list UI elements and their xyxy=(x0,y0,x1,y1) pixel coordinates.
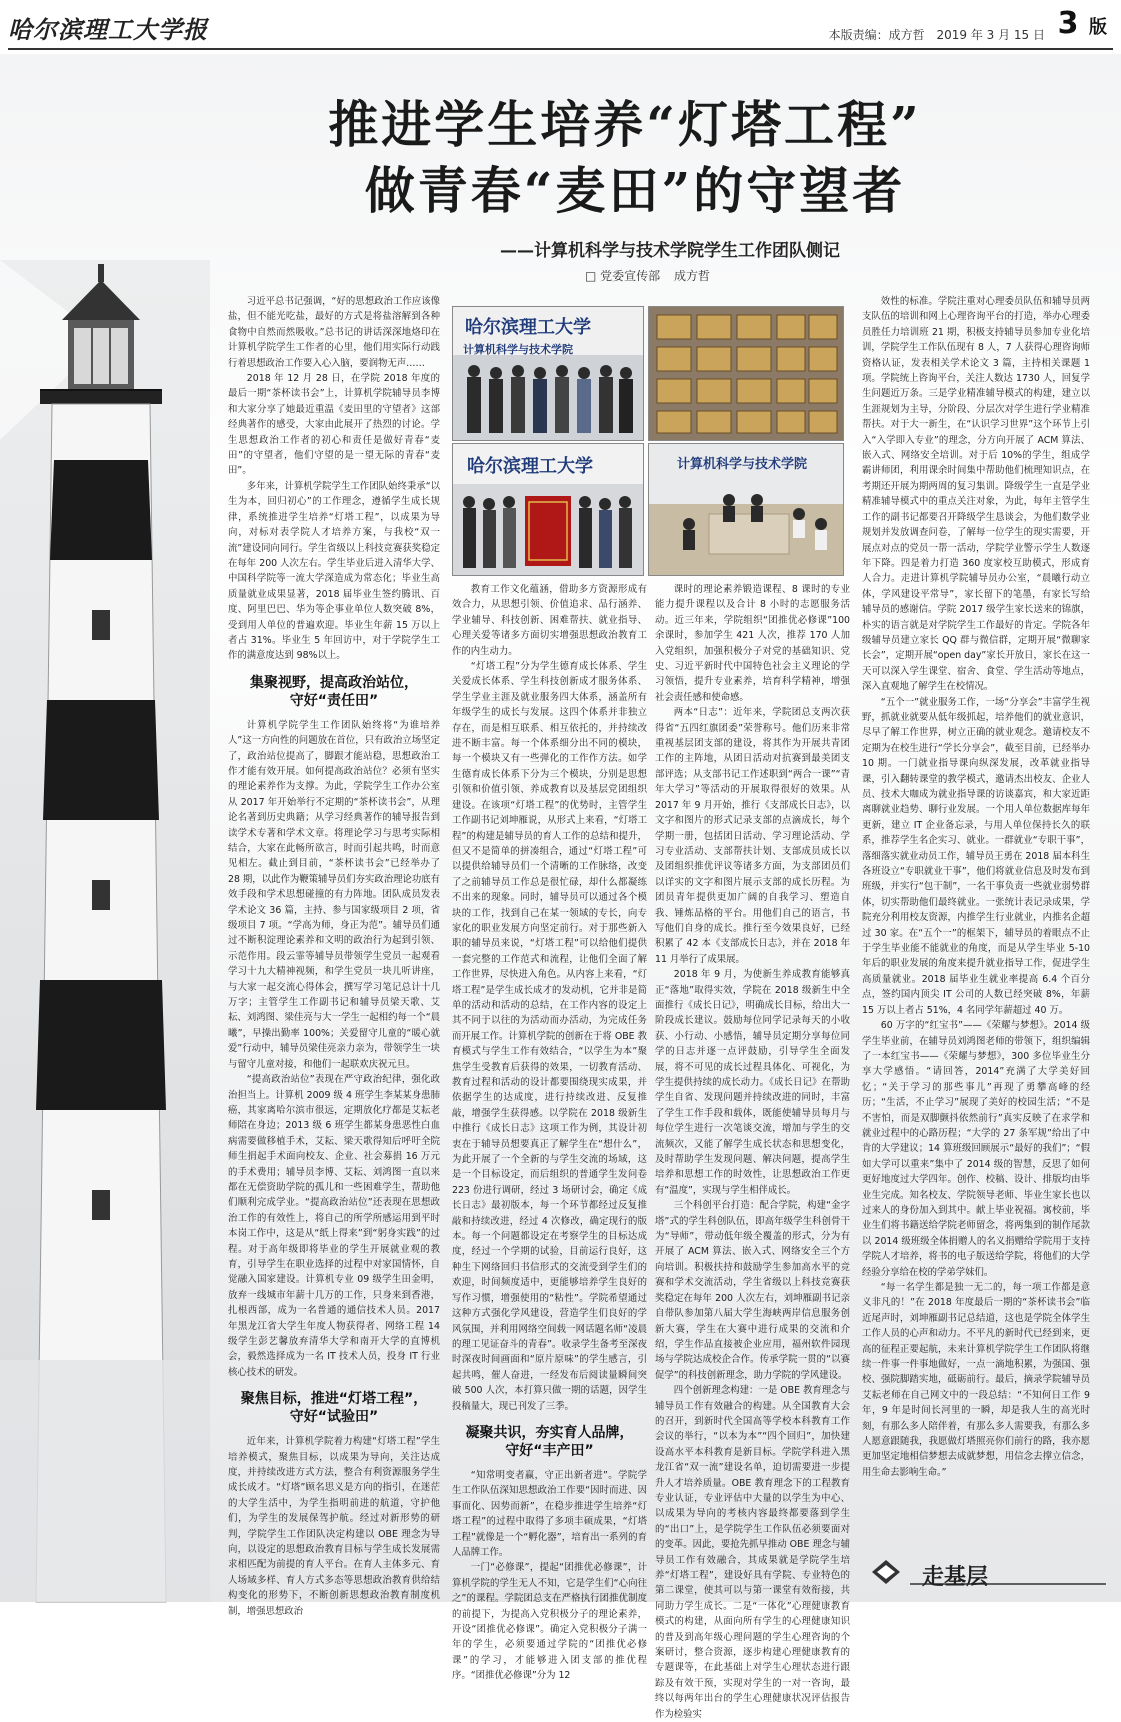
col4-paragraph-1: 效性的标准。学院注重对心理委员队伍和辅导员两支队伍的培训和网上心理咨询平台的打造，举办心理委员胜任力培训班 21 期，积极支持辅导员参加专业化培训，学院学生工作队伍现有 8 人，7 人获得心理咨询师资格认证，发表相关学术论文 3 篇，主持相关课题 1 项。学院统上咨询平台，关注人数达 1730 人，回复学生问题近万条。三是学业精准辅导模式的构建，建立以生涯规划为主导，分阶段、分层次对学生进行学业精准帮扶。对于大一新生，在“认识学习世界”这个环节上引入“入学即入专业”的理念，分方向开展了 ACM 算法、嵌入式、网络安全培训。对于后 10%的学生，组成学霸讲师团，利用课余时间集中帮助他们梳理知识点，在考期还开展为期两周的复习集训。降级学生一直是学业精准辅导模式中的重点关注对象，为此，每年主管学生工作的副书记都要召开降级学生恳谈会，为他们数学业规划并发放调查问卷，了解每一位学生的现实需要，开展点对点的党员一帮一活动，学院学业警示学生人数逐年下降。四是着力打造 360 度家校互助模式，形成育人合力。走进计算机学院辅导员办公室，“晨曦行动立体，学风建设平常导”，家长留下的笔墨，有家长写给辅导员的感谢信。学院 2017 级学生家长送来的锦旗，朴实的语言就是对学院学生工作最好的肯定。学院各年级辅导员建立家长 QQ 群与微信群，定期开展“微聊家长会”，定期开展“open day”家长开放日，家长在这一天可以深入学生课堂、宿舍、食堂、学生活动等地点，深入直观地了解学生在校情况。 xyxy=(862,296,1090,693)
col2-paragraph-4: 一门“必修课”，提起“团推优必修课”，计算机学院的学生无人不知，它是学生们“心向往之”的课程。学院团总支在严格执行团推优制度的前提下，为提高入党积极分子的理论素养，开设“团推优必修课”。确定入党积极分子满一年的学生，必须要通过学院的“团推优必修课”的学习，才能够进入团支部的推优程序。“团推优必修课”分为 12 xyxy=(452,1562,647,1682)
col1-paragraph-2: 2018 年 12 月 28 日，在学院 2018 年度的最后一期“茶杯读书会”上，计算机学院辅导员李博和大家分享了她最近重温《麦田里的守望者》这部经典著作的感受，大家由此展开了热烈的讨论。学生思想政治工作者的初心和责任是做好青春“麦田”的守望者，他们守望的是一望无际的青春“麦田”。 xyxy=(228,373,440,477)
page-number-unit: 版 xyxy=(1089,17,1107,38)
page-header xyxy=(0,0,1121,50)
col4-paragraph-2: “五个一”就业服务工作，一场“分享会”丰富学生视野，抓就业就要从低年级抓起，培养他们的就业意识，尽早了解工作世界，树立正确的就业观念。邀请校友不定期为在校生进行“学长分享会”，截至目前，已经举办 10 期。一门就业指导课向纵深发展，改革就业指导课，引入翻转课堂的教学模式，邀请杰出校友、企业人员、技术大咖成为就业指导课的访谈嘉宾，和大家近距离聊就业趋势、聊行业发展。一个用人单位数据库每年更新，建立 IT 企业备忘录，与用人单位保持长久的联系，推荐学生名企实习、就业。一群就业“专职干事”，落细落实就业动员工作，辅导员王勇在 2018 届本科生各班设立“专职就业干事”，他们将就业信息及时发布到班级，并实行“包干制”，一名干事负责一些就业弱势群体，切实帮助他们最终就业。一张统计表记录成果，学院充分利用校友资源，内推学生行业就业，内推名企超过 30 家。在“五个一”的框架下，辅导员的着眼点不止于学生毕业能不能就业的角度，而是从学生毕业 5-10 年后的职业发展的角度来提升就业指导工作，促进学生高质量就业。2018 届毕业生就业率提高 6.4 个百分点，签约国内顶尖 IT 公司的人数已经突破 8%，年薪 15 万以上者占 51%，4 名同学年薪超过 40 万。 xyxy=(862,696,1090,1016)
photo3-sign: 哈尔滨理工大学 xyxy=(467,456,593,477)
col3-paragraph-4: 三个科创平台打造：配合学院，构建“金字塔”式的学生科创队伍，即高年级学生科创骨干为“导师”，带动低年级全覆盖的形式，分为有开展了 ACM 算法、嵌入式、网络安全三个方向培训。积极扶持和鼓励学生参加高水平的竞赛和学术交流活动，学生省级以上科技竞赛获奖稳定在每年 200 人次左右，刘坤雁副书记亲自带队参加第八届大学生海峡两岸信息服务创新大赛，学生在大赛中进行成果的交流和介绍，学生作品直接被企业应用，福州软件园现场与学院达成校企合作。传承学院一贯的“以赛促学”的科技创新理念，助力学院的学风建设。 xyxy=(655,1200,850,1381)
col2-paragraph-2: “灯塔工程”分为学生德育成长体系、学生关爱成长体系、学生科技创新成才服务体系、学生学业主涯及就业服务四大体系，涵盖所有年级学生的成长与发展。这四个体系并非独立存在，而是相互联系、相互依托的，并持续改进不断丰富。每一个体系细分出不同的模块，每一个模块又有一些弹化的工作作方法。如学生德育成长体系下分为三个模块，分别是思想引领和价值引领、养成教育以及基层党团组织建设。在该项“灯塔工程”的优势时，主管学生工作副书记刘坤雁说，从形式上来看，“灯塔工程”的构建是辅导员的育人工作的总结和提升，但又不是简单的拼凑组合，通过“灯塔工程”可以提供给辅导员们一个清晰的工作脉络，改变了之前辅导员工作总是很忙碌，却什么都凝练不出来的现象。同时，辅导员可以通过各个模块的工作，找到自己在某一领域的专长，向专家化的职业发展方向坚定前行。对于那些新入职的辅导员来说，“灯塔工程”可以给他们提供一套完整的工作范式和流程，让他们全面了解工作世界，尽快进入角色。从内容上来看，“灯塔工程”是学生成长成才的发动机，它并非是简单的活动和活动的总结，在工作内容的设定上其不同于以往的为活动而办活动，为完成任务而开展工作。计算机学院的创新在于将 OBE 教育模式与学生工作有效结合，“以学生为本”聚焦学生受教育后获得的效果，一切教育活动、教育过程和活动的设计都要围绕现实成果，并依据学生的达成度，进行持续改进、反复推敲，增强学生获得感。以学院在 2018 级新生中推行《成长日志》这项工作为例，其设计初衷在于辅导员想要真正了解学生在“想什么”，为此开展了一个全新的与学生交流的场域，这是一个目标设定，而后组织的普通学生发问卷 223 份进行调研，经过 3 场研讨会，确定《成长日志》最初版本，每一个环节都经过反复推敲和持续改进，经过 4 次修改，确定现行的版本。每一个问题都设定在考察学生的目标达成度，经过一个学期的试验，目前运行良好，这种生下网络回归书信形式的交流受到学生们的欢迎，时间频度适中，更能够培养学生良好的写作习惯，增强使用的“粘性”。学院希望通过这种方式强化学风建设，营造学生们良好的学风氛围，并利用网络空间载一网话题名师“凌晨的理工见证奋斗的青春”。收录学生备考至深夜时深夜时间画面和“原片原味”的学生感言，引起共鸣，催人奋进，一经发布后阅读量瞬间突破 500 人次，本打算只做一期的话题，因学生投稿量大，现已刊发了三季。 xyxy=(452,661,647,1412)
photo-collage xyxy=(452,306,842,574)
col4-paragraph-4: “每一名学生都是独一无二的，每一项工作都是意义非凡的！”在 2018 年度最后一期的“茶杯读书会”临近尾声时，刘坤雁副书记总结道，这也是学院全体学生工作人员的心声和动力。不平凡的新时代已经到来，更高的征程正要起航，未来计算机学院学生工作团队将继续一件事一件事地做好，一点一滴地积累，为强国、强校、强院脚踏实地，砥砺前行。最后，摘录学院辅导员艾耘老师在自己网文中的一段总结：“不知何日工作 9 年，9 年是时间长河里的一瞬，却是我人生的高光时刻，有那么多人陪伴着，有那么多人需要我，有那么多人愿意跟随我，我愿做灯塔照亮你们前行的路，我亦愿更加坚定地相信梦想去成就梦想，用信念去撑立信念，用生命去影响生命。” xyxy=(862,1282,1090,1478)
section-tag-label: 走基层 xyxy=(922,1565,989,1590)
photo-team-group xyxy=(452,306,644,441)
col1-paragraph-4: 计算机学院学生工作团队始终将“为谁培养人”这一方向性的问题放在首位，只有政治立场坚定了，政治站位提高了，脚跟才能站稳，思想政治工作才能有效开展。如何提高政治站位？必须有坚实的理论素养作为支撑。为此，学院学生工作办公室从 2017 年开始举行不定期的“茶杯读书会”，从理论名著到历史典籍；从学习经典著作的辅导报告到读学术专著和学术文章。将理论学习与思考实际相结合，大家在此畅所欲言，时而引起共鸣，时而意见相左。截止到目前，“茶杯读书会”已经举办了 28 期，以此作为鞭策辅导员们夯实政治理论功底有效手段和学术思想碰撞的有力阵地。团队成员发表学术论文 36 篇，主持、参与国家级项目 2 项，省级项目 7 项。“学高为师，身正为范”。辅导员们通过不断积淀理论素养和文明的政治行为起到引领、示范作用。段云霏等辅导员带领学生党员一起观看学习十九大精神视频，和学生党员一块儿听讲座，与大家一起交流心得体会，撰写学习笔记总计十几万字；主管学生工作副书记和辅导员梁天歌、艾耘、刘鸿图、梁佳亮与大一学生一起相约每一个“晨曦”，早操出勤率 100%；关爱留守儿童的“暖心就爱”行动中，辅导员梁佳亮亲力亲为，带领学生一块与留守儿童对接，和他们一起联欢庆祝元旦。 xyxy=(228,719,440,1070)
photo-award-wall xyxy=(648,306,844,441)
col2-paragraph-1: 教育工作文化蕴涵，借助多方资源形成有效合力，从思想引领、价值追求、品行涵养、学业辅导、科技创新、困难帮扶、就业指导、心理关爱等诸多方面切实增强思想政治教育工作的内生动力。 xyxy=(452,584,647,657)
newspaper-masthead: 哈尔滨理工大学报 xyxy=(8,15,208,44)
page-number-digit: 3 xyxy=(1057,6,1079,41)
section-heading-1: 集聚视野，提高政治站位， 守好“责任田” xyxy=(250,674,418,709)
article-column-1 xyxy=(228,294,440,1617)
lighthouse-illustration xyxy=(0,260,210,1602)
article-column-3 xyxy=(655,582,850,1720)
photo1-sign-line1: 哈尔滨理工大学 xyxy=(465,317,591,338)
editor-credit: 本版责编：成方哲 xyxy=(828,28,925,42)
col4-paragraph-3: 60 万字的“红宝书”——《荣耀与梦想》。2014 级学生毕业前，在辅导员刘鸿图老师的带领下，组织编辑了一本红宝书——《荣耀与梦想》，300 多位毕业生分享大学感悟。“请回答，2014”充满了大学美好回忆；“关于学习的那些事儿”再现了勇攀高峰的经历；“生活，不止学习”展现了美好的校园生活；“不是不害怕，而是双脚颤抖依然前行”真实反映了在求学和就业过程中的心路历程；“大学的 27 条军规”给出了中肯的大学建议；14 算班级回顾展示“最好的我们”；“假如大学可以重来”集中了 2014 级的智慧，反思了如何更好地度过大学四年。创作、校稿、设计、排版均由毕业生完成。知名校友、学院领导老师、毕业生家长也以过来人的身份加入到其中。献上毕业祝福。寓校前，毕业生们将书籍送给学院老师留念，将两集到的制作尾款以 2014 级班级全体捐赠人的名义捐赠给学院用于支持学院人才培养，将书的电子版送给学院，将他们的大学经验分享给在校的学弟学妹们。 xyxy=(862,1020,1090,1278)
section-heading-3: 凝聚共识，夯实育人品牌， 守好“丰产田” xyxy=(465,1424,634,1459)
edition-info xyxy=(821,26,1045,43)
article-column-2 xyxy=(452,582,647,1682)
article-column-4 xyxy=(862,294,1090,1544)
col3-paragraph-3: 2018 年 9 月，为使新生养成教育能够真正“落地”取得实效，学院在 2018 级新生中全面推行《成长日记》，明确成长目标，给出大一阶段成长建议。鼓励每位同学记录每天的小收获、小行动、小感悟，辅导员定期分享每位同学的日志并逐一点评鼓励，引导学生全面发展，将不可见的成长过程具体化、可视化，为学生提供持续的成长动力。《成长日记》在帮助学生自省、发现问题并持续改进的同时，丰富了学生工作手段和载体，既能使辅导员每月与每位学生进行一次笔谈交流，增加与学生的交流频次，又能了解学生成长状态和思想变化，及时帮助学生发现问题、解决问题，提高学生培养和思想工作的时效性，让思想政治工作更有“温度”，实现与学生相伴成长。 xyxy=(655,969,850,1196)
col1-paragraph-3: 多年来，计算机学院学生工作团队始终秉承“以生为本，回归初心”的工作理念，遵循学生成长规律，系统推进学生培养“灯塔工程”，以成果为导向，对标对表学院人才培养方案，与我校“双一流”建设同向同行。学生省级以上科技竞赛获奖稳定在每年 200 人次左右。学生毕业后进入清华大学、中国科学院等一流大学深造成为常态化；毕业生高质量就业成果显著，2018 届毕业生签约腾讯、百度、阿里巴巴、华为等企事业单位人数突破 8%，受到用人单位的普遍欢迎。毕业生年薪 15 万以上者占 31%。毕业生 5 年回访中，对于学院学生工作的满意度达到 98%以上。 xyxy=(228,480,440,662)
byline-org: □ 党委宣传部 xyxy=(585,269,661,283)
subheadline: ——计算机科学与技术学院学生工作团队侧记 xyxy=(500,241,840,261)
byline-author: 成方哲 xyxy=(673,269,710,283)
photo-banner-group xyxy=(452,443,644,576)
headline-line-1: 推进学生培养“灯塔工程” xyxy=(328,95,922,154)
header-rule xyxy=(8,48,1113,50)
photo1-sign-line2: 计算机科学与技术学院 xyxy=(463,343,573,356)
col1-paragraph-6: 近年来，计算机学院着力构建“灯塔工程”学生培养模式，聚焦目标，以成果为导向，关注达成度，并持续改进方式方法，整合有利资源服务学生成长成才。“灯塔”顾名思义是方向的指引，在迷茫的大学生活中，为学生指明前进的航道，守护他们，为学生的发展保驾护航。经过对新形势的研判，学院学生工作团队决定构建以 OBE 理念为导向，以设定的思想政治教育目标与学生成长发展需求相匹配为前提的育人平台。在育人主体多元、育人场域多样、育人方式多态等思想政治教育供给结构变化的形势下，不断创新思想政治教育制度机制，增强思想政治 xyxy=(228,1436,440,1617)
headline-line-2: 做青春“麦田”的守望者 xyxy=(364,161,906,220)
headline-block xyxy=(215,92,1095,224)
issue-date: 2019 年 3 月 15 日 xyxy=(936,28,1045,42)
col3-paragraph-2: 两本“日志”：近年来，学院团总支两次获得省“五四红旗团委”荣誉称号。他们历来非常重视基层团支部的建设，将其作为开展共青团工作的主阵地，从团日活动对抗赛到最美团支部评选；从支部书记工作述职到“两合一课”“青年大学习”等活动的开展取得很好的效果。从 2017 年 9 月开始，推行《支部成长日志》，以文字和图片的形式记录支部的点滴成长，每个学期一册，包括团日活动、学习理论活动、学习专业活动、支部帮扶计划、支部成员成长以及团组织推优评议等诸多方面，为支部团员们以详实的文字和图片展示支部的成长历程。为团员青年提供更加广阔的自我学习、塑造自我、锤炼品格的平台。用他们自己的语言，书写他们自身的成长。推行至今效果良好，已经积累了 42 本《支部成长日志》，并在 2018 年 11 月举行了成果展。 xyxy=(655,707,850,965)
section-heading-2: 聚焦目标，推进“灯塔工程”， 守好“试验田” xyxy=(240,1391,428,1426)
col3-paragraph-1: 课时的理论素养锻造课程、8 课时的专业能力提升课程以及合计 8 小时的志愿服务活动。近三年来，学院组织“团推优必修课”100 余课时，参加学生 421 人次，推荐 170 人加入党组织，加强积极分子对党的基础知识、党史、习近平新时代中国特色社会主义理论的学习领悟，提升专业素养，培育科学精神，增强社会责任感和使命感。 xyxy=(655,584,850,703)
page-number xyxy=(1058,6,1107,41)
byline xyxy=(585,267,720,284)
col1-paragraph-1: 习近平总书记强调，“好的思想政治工作应该像盐，但不能光吃盐，最好的方式是将盐溶解到各种食物中自然而然吸收。”总书记的讲话深深地烙印在计算机学院学生工作者的心里，他们用实际行动践行着思想政治工作要入心入脑，要润物无声…… xyxy=(228,296,440,369)
photo4-sign: 计算机科学与技术学院 xyxy=(677,457,808,472)
photo-meeting-room xyxy=(648,443,844,576)
col2-paragraph-3: “知常明变者赢，守正出新者进”。学院学生工作队伍深知思想政治工作要“因时而进、因事而化、因势而新”，在稳步推进学生培养“灯塔工程”的过程中取得了多项丰硕成果，“灯塔工程”就像是一个“孵化器”，培育出一系列的育人品牌工作。 xyxy=(452,1469,647,1558)
col3-paragraph-5: 四个创新理念构建：一是 OBE 教育理念与辅导员工作有效融合的构建。从全国教育大会的召开，到新时代全国高等学校本科教育工作会议的举行，“以本为本”“四个回归”，加快建设高水平本科教育是新目标。学院学科进入黑龙江省“双一流”建设名单，迫切需要进一步提升人才培养质量。OBE 教育理念下的工程教育专业认证，专业评估中大量的以学生为中心、以成果为导向的考核内容最终都要落到学生的“出口”上，是学院学生工作队伍必须要面对的变革。因此，要抢先抓早推动 OBE 理念与辅导员工作有效融合，其成果就是学院学生培养“灯塔工程”，建设好具有学院、专业特色的第二课堂，使其可以与第一课堂有效衔接，共同助力学生成长。二是“一体化”心理健康教育模式的构建，从面向所有学生的心理健康知识的普及到高年级心理问题的学生心理咨询的个案研讨，整合资源，逐步构建心理健康教育的专题课等，在此基础上对学生心理状态进行跟踪及有效干预，实现对学生的一对一咨询，最终以每两年出台的学生心理健康状况评估报告作为检验实 xyxy=(655,1385,850,1720)
col1-paragraph-5: “提高政治站位”表现在严守政治纪律，强化政治担当上。计算机 2009 级 4 班学生李某某身患肺癌，其家离哈尔滨市很远，定期放化疗都是艾耘老师陪在身边；2013 级 6 班学生都某身患恶性白血病需要做移植手术，艾耘、梁天歌得知后呼吁全院师生捐起手术面向校友、企业、社会募捐 16 万元的手术费用；辅导员李博、艾耘、刘鸿图一直以来都在无偿资助学院的孤儿和一些困难学生，帮助他们顺利完成学业。“提高政治站位”还表现在思想政治工作的有效性上，将自己的所学所感运用到平时本岗工作中，这是从“纸上得来”到“躬身实践”的过程。对于高年级即将毕业的学生开展就业观的教育，引导学生在职业选择的过程中对家国情怀，自觉融入国家建设。计算机专业 09 级学生田金明，放弃一线城市年薪十几万的工作，只身来到香港，扎根西部，成为一名普通的通信技术人员。2017 年黑龙江省大学生年度人物获得者、网络工程 14 级学生彭艺馨放弃清华大学和南开大学的直博机会，毅然选择成为一名 IT 技术人员，投身 IT 行业核心技术的研发。 xyxy=(228,1074,440,1378)
